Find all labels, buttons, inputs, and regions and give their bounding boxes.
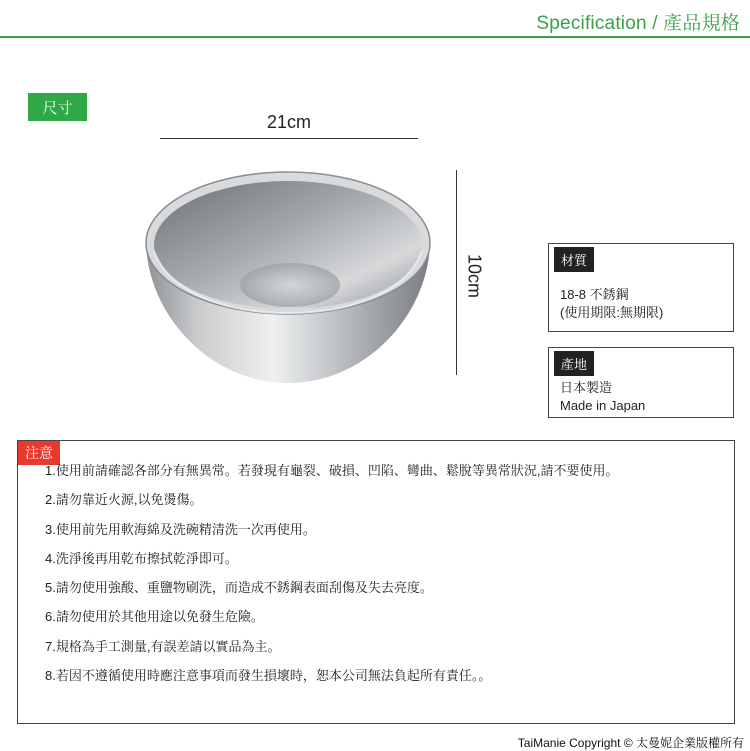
copyright-footer: TaiManie Copyright © 太曼妮企業版權所有 <box>517 736 744 750</box>
header-divider <box>0 36 750 38</box>
origin-line-1: 日本製造 <box>560 380 613 395</box>
notes-tag: 注意 <box>18 441 60 465</box>
width-dimension-label: 21cm <box>266 112 311 132</box>
note-item: 7.規格為手工測量,有誤差請以實品為主。 <box>45 638 281 654</box>
note-item: 4.洗淨後再用乾布擦拭乾淨即可。 <box>45 550 238 566</box>
origin-box <box>548 347 734 418</box>
notes-list <box>45 461 618 695</box>
note-item: 1.使用前請確認各部分有無異常。若發現有龜裂、破損、凹陷、彎曲、鬆脫等異常狀況,請不要使用。 <box>45 463 619 478</box>
origin-tag: 產地 <box>554 351 594 376</box>
material-line-2: (使用期限:無期限) <box>560 305 664 320</box>
size-section-tag: 尺寸 <box>28 93 87 121</box>
width-dimension-line <box>160 138 418 139</box>
note-item: 5.請勿使用強酸、重鹽物刷洗，而造成不銹鋼表面刮傷及失去亮度。 <box>45 580 433 596</box>
height-dimension-label: 10cm <box>464 253 485 299</box>
bowl-bottom <box>240 263 340 307</box>
note-item: 2.請勿靠近火源,以免燙傷。 <box>45 492 203 508</box>
material-line-1: 18-8 不銹鋼 <box>560 287 629 302</box>
material-box <box>548 243 734 332</box>
origin-line-2: Made in Japan <box>560 398 646 413</box>
page-title: Specification / 產品規格 <box>536 13 740 34</box>
note-item: 6.請勿使用於其他用途以免發生危險。 <box>45 609 264 625</box>
notes-box <box>17 440 735 724</box>
material-tag: 材質 <box>554 247 594 272</box>
note-item: 3.使用前先用軟海綿及洗碗精清洗一次再使用。 <box>45 521 316 537</box>
stainless-steel-bowl-image <box>140 165 436 387</box>
height-dimension-line <box>456 170 457 375</box>
note-item: 8.若因不遵循使用時應注意事項而發生損壞時，恕本公司無法負起所有責任。。 <box>45 668 492 684</box>
